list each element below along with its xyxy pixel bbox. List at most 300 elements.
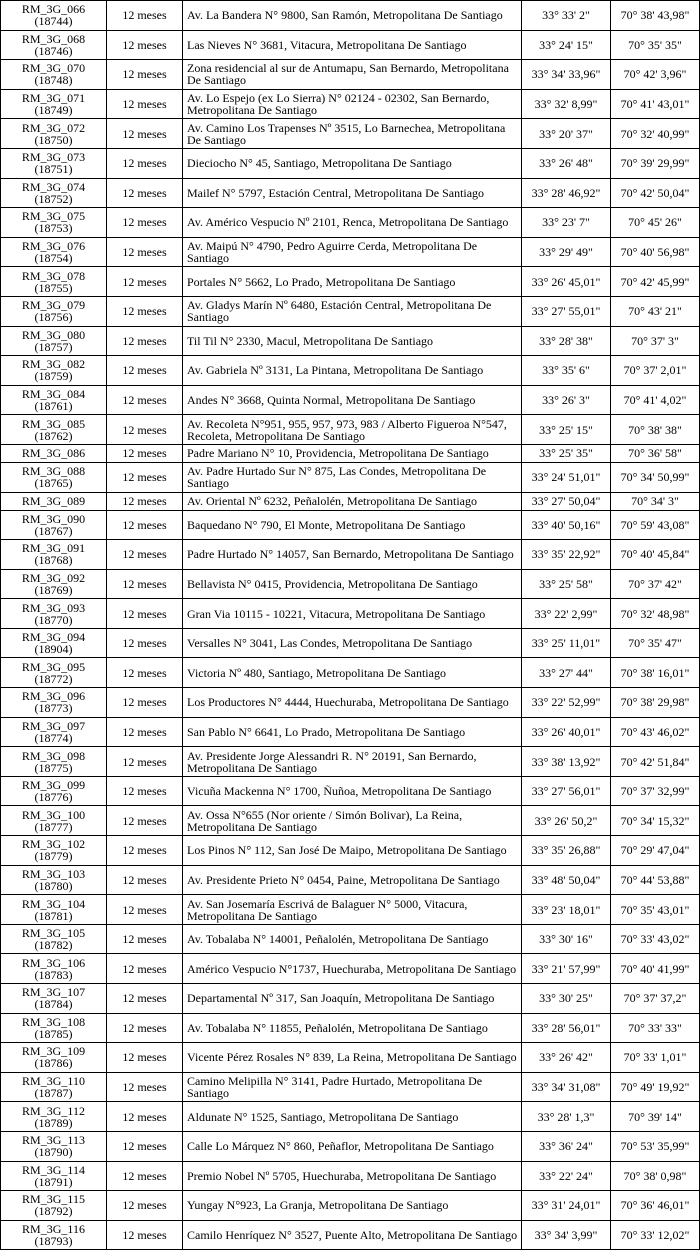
period-cell: 12 meses bbox=[107, 237, 183, 267]
latitude-cell: 33° 25' 11,01" bbox=[522, 628, 611, 658]
longitude-cell: 70° 42' 51,84" bbox=[611, 747, 700, 777]
table-row bbox=[1, 178, 700, 208]
period-cell: 12 meses bbox=[107, 954, 183, 984]
site-code: (18770) bbox=[34, 612, 73, 627]
longitude-cell: 70° 42' 45,99" bbox=[611, 267, 700, 297]
longitude-cell: 70° 33' 33" bbox=[611, 1013, 700, 1043]
latitude-cell: 33° 25' 58" bbox=[522, 569, 611, 599]
table-row bbox=[1, 865, 700, 895]
address-cell: Til Til N° 2330, Macul, Metropolitana De Santiago bbox=[183, 326, 522, 356]
table-row bbox=[1, 954, 700, 984]
site-code: (18765) bbox=[34, 476, 73, 491]
site-id-cell bbox=[1, 60, 107, 90]
site-code: (18746) bbox=[34, 43, 73, 58]
site-id-cell bbox=[1, 415, 107, 445]
latitude-cell: 33° 26' 48" bbox=[522, 148, 611, 178]
period-cell: 12 meses bbox=[107, 1072, 183, 1102]
site-code: (18749) bbox=[34, 103, 73, 118]
address-cell: Padre Mariano N° 10, Providencia, Metropolitana De Santiago bbox=[183, 444, 522, 462]
address-cell: Dieciocho N° 45, Santiago, Metropolitana De Santiago bbox=[183, 148, 522, 178]
site-code: (18782) bbox=[34, 938, 73, 953]
site-id-cell bbox=[1, 326, 107, 356]
period-cell: 12 meses bbox=[107, 717, 183, 747]
site-id: RM_3G_115 bbox=[22, 1192, 85, 1207]
site-id: RM_3G_089 bbox=[21, 494, 86, 508]
table-row bbox=[1, 569, 700, 599]
address-cell: Victoria Nº 480, Santiago, Metropolitana De Santiago bbox=[183, 658, 522, 688]
site-code: (18790) bbox=[34, 1145, 73, 1160]
address-cell: Gran Via 10115 - 10221, Vitacura, Metropolitana De Santiago bbox=[183, 599, 522, 629]
site-id-cell bbox=[1, 984, 107, 1014]
latitude-cell: 33° 30' 25" bbox=[522, 984, 611, 1014]
latitude-cell: 33° 26' 42" bbox=[522, 1043, 611, 1073]
site-id: RM_3G_104 bbox=[21, 896, 86, 911]
period-cell: 12 meses bbox=[107, 1, 183, 31]
site-id-cell bbox=[1, 178, 107, 208]
longitude-cell: 70° 36' 46,01" bbox=[611, 1191, 700, 1221]
site-code: (18748) bbox=[34, 73, 73, 88]
address-cell: Av. Oriental Nº 6232, Peñalolén, Metropolitana De Santiago bbox=[183, 492, 522, 510]
site-id: RM_3G_102 bbox=[21, 837, 86, 852]
address-cell: Padre Hurtado N° 14057, San Bernardo, Metropolitana De Santiago bbox=[183, 540, 522, 570]
site-id: RM_3G_095 bbox=[21, 659, 86, 674]
longitude-cell: 70° 37' 42" bbox=[611, 569, 700, 599]
site-code: (18761) bbox=[34, 399, 73, 414]
period-cell: 12 meses bbox=[107, 599, 183, 629]
site-id-cell bbox=[1, 267, 107, 297]
address-cell: San Pablo N° 6641, Lo Prado, Metropolitana De Santiago bbox=[183, 717, 522, 747]
period-cell: 12 meses bbox=[107, 1220, 183, 1250]
table-row bbox=[1, 717, 700, 747]
site-id-cell bbox=[1, 776, 107, 806]
longitude-cell: 70° 35' 35" bbox=[611, 30, 700, 60]
period-cell: 12 meses bbox=[107, 1131, 183, 1161]
site-id: RM_3G_085 bbox=[21, 416, 86, 431]
site-id: RM_3G_094 bbox=[21, 630, 86, 645]
address-cell: Av. La Bandera N° 9800, San Ramón, Metropolitana De Santiago bbox=[183, 1, 522, 31]
latitude-cell: 33° 38' 13,92" bbox=[522, 747, 611, 777]
site-id: RM_3G_113 bbox=[22, 1133, 85, 1148]
site-code: (18759) bbox=[34, 369, 73, 384]
table-row bbox=[1, 628, 700, 658]
table-row bbox=[1, 89, 700, 119]
address-cell: Andes N° 3668, Quinta Normal, Metropolitana De Santiago bbox=[183, 385, 522, 415]
site-id-cell bbox=[1, 237, 107, 267]
table-row bbox=[1, 356, 700, 386]
site-id: RM_3G_068 bbox=[21, 31, 86, 46]
table-row bbox=[1, 747, 700, 777]
table-row bbox=[1, 462, 700, 492]
longitude-cell: 70° 36' 58" bbox=[611, 444, 700, 462]
latitude-cell: 33° 34' 31,08" bbox=[522, 1072, 611, 1102]
site-id-cell bbox=[1, 296, 107, 326]
latitude-cell: 33° 28' 46,92" bbox=[522, 178, 611, 208]
period-cell: 12 meses bbox=[107, 148, 183, 178]
address-cell: Av. Lo Espejo (ex Lo Sierra) N° 02124 - 02302, San Bernardo, Metropolitana De Santiago bbox=[183, 89, 522, 119]
site-id-cell bbox=[1, 865, 107, 895]
table-row bbox=[1, 385, 700, 415]
site-code: (18785) bbox=[34, 1026, 73, 1041]
address-cell: Calle Lo Márquez N° 860, Peñaflor, Metropolitana De Santiago bbox=[183, 1131, 522, 1161]
latitude-cell: 33° 48' 50,04" bbox=[522, 865, 611, 895]
site-id-cell bbox=[1, 717, 107, 747]
latitude-cell: 33° 22' 24" bbox=[522, 1161, 611, 1191]
address-cell: Bellavista N° 0415, Providencia, Metropolitana De Santiago bbox=[183, 569, 522, 599]
address-cell: Camilo Henríquez N° 3527, Puente Alto, Metropolitana De Santiago bbox=[183, 1220, 522, 1250]
latitude-cell: 33° 22' 2,99" bbox=[522, 599, 611, 629]
longitude-cell: 70° 38' 38" bbox=[611, 415, 700, 445]
table-row bbox=[1, 688, 700, 718]
period-cell: 12 meses bbox=[107, 178, 183, 208]
period-cell: 12 meses bbox=[107, 1161, 183, 1191]
site-id-cell bbox=[1, 1220, 107, 1250]
address-cell: Versalles N° 3041, Las Condes, Metropolitana De Santiago bbox=[183, 628, 522, 658]
site-id: RM_3G_108 bbox=[21, 1014, 86, 1029]
site-id-cell bbox=[1, 510, 107, 540]
longitude-cell: 70° 29' 47,04" bbox=[611, 836, 700, 866]
longitude-cell: 70° 42' 50,04" bbox=[611, 178, 700, 208]
latitude-cell: 33° 23' 7" bbox=[522, 208, 611, 238]
site-id-cell bbox=[1, 119, 107, 149]
site-code: (18789) bbox=[34, 1115, 73, 1130]
site-id-cell bbox=[1, 628, 107, 658]
address-cell: Vicuña Mackenna N° 1700, Ñuñoa, Metropolitana De Santiago bbox=[183, 776, 522, 806]
site-code: (18783) bbox=[34, 967, 73, 982]
period-cell: 12 meses bbox=[107, 984, 183, 1014]
table-row bbox=[1, 208, 700, 238]
longitude-cell: 70° 44' 53,88" bbox=[611, 865, 700, 895]
table-row bbox=[1, 119, 700, 149]
period-cell: 12 meses bbox=[107, 836, 183, 866]
site-code: (18752) bbox=[34, 191, 73, 206]
site-id: RM_3G_076 bbox=[21, 239, 86, 254]
longitude-cell: 70° 40' 45,84" bbox=[611, 540, 700, 570]
sites-table-body bbox=[1, 1, 700, 1250]
site-id-cell bbox=[1, 1, 107, 31]
site-id: RM_3G_091 bbox=[21, 541, 86, 556]
site-code: (18779) bbox=[34, 849, 73, 864]
latitude-cell: 33° 26' 45,01" bbox=[522, 267, 611, 297]
longitude-cell: 70° 42' 3,96" bbox=[611, 60, 700, 90]
site-id-cell bbox=[1, 688, 107, 718]
period-cell: 12 meses bbox=[107, 540, 183, 570]
longitude-cell: 70° 35' 47" bbox=[611, 628, 700, 658]
period-cell: 12 meses bbox=[107, 924, 183, 954]
longitude-cell: 70° 33' 1,01" bbox=[611, 1043, 700, 1073]
site-id: RM_3G_107 bbox=[21, 985, 86, 1000]
site-id-cell bbox=[1, 836, 107, 866]
table-row bbox=[1, 492, 700, 510]
site-code: (18787) bbox=[34, 1086, 73, 1101]
address-cell: Los Productores N° 4444, Huechuraba, Metropolitana De Santiago bbox=[183, 688, 522, 718]
site-id: RM_3G_082 bbox=[21, 357, 86, 372]
address-cell: Av. Américo Vespucio Nº 2101, Renca, Metropolitana De Santiago bbox=[183, 208, 522, 238]
address-cell: Av. Ossa N°655 (Nor oriente / Simón Bolivar), La Reina, Metropolitana De Santiago bbox=[183, 806, 522, 836]
period-cell: 12 meses bbox=[107, 628, 183, 658]
latitude-cell: 33° 27' 50,04" bbox=[522, 492, 611, 510]
site-id: RM_3G_075 bbox=[21, 209, 86, 224]
site-id: RM_3G_070 bbox=[21, 61, 86, 76]
site-id: RM_3G_090 bbox=[21, 511, 86, 526]
site-code: (18756) bbox=[34, 310, 73, 325]
site-id-cell bbox=[1, 895, 107, 925]
table-row bbox=[1, 1013, 700, 1043]
latitude-cell: 33° 26' 50,2" bbox=[522, 806, 611, 836]
table-row bbox=[1, 540, 700, 570]
address-cell: Las Nieves N° 3681, Vitacura, Metropolitana De Santiago bbox=[183, 30, 522, 60]
site-id-cell bbox=[1, 1161, 107, 1191]
period-cell: 12 meses bbox=[107, 267, 183, 297]
latitude-cell: 33° 28' 38" bbox=[522, 326, 611, 356]
table-row bbox=[1, 895, 700, 925]
table-row bbox=[1, 1131, 700, 1161]
period-cell: 12 meses bbox=[107, 1191, 183, 1221]
site-code: (18774) bbox=[34, 730, 73, 745]
latitude-cell: 33° 20' 37" bbox=[522, 119, 611, 149]
latitude-cell: 33° 26' 40,01" bbox=[522, 717, 611, 747]
longitude-cell: 70° 38' 29,98" bbox=[611, 688, 700, 718]
latitude-cell: 33° 33' 2" bbox=[522, 1, 611, 31]
longitude-cell: 70° 53' 35,99" bbox=[611, 1131, 700, 1161]
site-id: RM_3G_092 bbox=[21, 570, 86, 585]
longitude-cell: 70° 37' 3" bbox=[611, 326, 700, 356]
address-cell: Av. Presidente Prieto N° 0454, Paine, Metropolitana De Santiago bbox=[183, 865, 522, 895]
site-id-cell bbox=[1, 385, 107, 415]
longitude-cell: 70° 59' 43,08" bbox=[611, 510, 700, 540]
table-row bbox=[1, 924, 700, 954]
site-id: RM_3G_084 bbox=[21, 387, 86, 402]
period-cell: 12 meses bbox=[107, 296, 183, 326]
table-row bbox=[1, 1220, 700, 1250]
period-cell: 12 meses bbox=[107, 1102, 183, 1132]
latitude-cell: 33° 32' 8,99" bbox=[522, 89, 611, 119]
site-id-cell bbox=[1, 1191, 107, 1221]
period-cell: 12 meses bbox=[107, 492, 183, 510]
site-code: (18755) bbox=[34, 280, 73, 295]
latitude-cell: 33° 27' 44" bbox=[522, 658, 611, 688]
site-code: (18781) bbox=[34, 908, 73, 923]
longitude-cell: 70° 34' 15,32" bbox=[611, 806, 700, 836]
site-id: RM_3G_112 bbox=[22, 1103, 85, 1118]
site-id-cell bbox=[1, 924, 107, 954]
address-cell: Baquedano N° 790, El Monte, Metropolitana De Santiago bbox=[183, 510, 522, 540]
site-id: RM_3G_105 bbox=[21, 926, 86, 941]
site-code: (18786) bbox=[34, 1056, 73, 1071]
latitude-cell: 33° 29' 49" bbox=[522, 237, 611, 267]
latitude-cell: 33° 23' 18,01" bbox=[522, 895, 611, 925]
period-cell: 12 meses bbox=[107, 1013, 183, 1043]
table-row bbox=[1, 30, 700, 60]
latitude-cell: 33° 26' 3" bbox=[522, 385, 611, 415]
period-cell: 12 meses bbox=[107, 688, 183, 718]
longitude-cell: 70° 38' 43,98" bbox=[611, 1, 700, 31]
address-cell: Av. Tobalaba N° 11855, Peñalolén, Metropolitana De Santiago bbox=[183, 1013, 522, 1043]
site-code: (18753) bbox=[34, 221, 73, 236]
longitude-cell: 70° 34' 50,99" bbox=[611, 462, 700, 492]
address-cell: Zona residencial al sur de Antumapu, San Bernardo, Metropolitana De Santiago bbox=[183, 60, 522, 90]
site-id: RM_3G_099 bbox=[21, 778, 86, 793]
table-row bbox=[1, 296, 700, 326]
address-cell: Departamental Nº 317, San Joaquín, Metropolitana De Santiago bbox=[183, 984, 522, 1014]
latitude-cell: 33° 35' 6" bbox=[522, 356, 611, 386]
site-code: (18775) bbox=[34, 760, 73, 775]
table-row bbox=[1, 1043, 700, 1073]
site-id: RM_3G_080 bbox=[21, 327, 86, 342]
address-cell: Mailef N° 5797, Estación Central, Metropolitana De Santiago bbox=[183, 178, 522, 208]
site-code: (18768) bbox=[34, 553, 73, 568]
latitude-cell: 33° 28' 56,01" bbox=[522, 1013, 611, 1043]
table-row bbox=[1, 1102, 700, 1132]
address-cell: Av. Recoleta N°951, 955, 957, 973, 983 / Alberto Figueroa N°547, Recoleta, Metropolitana De Santiago bbox=[183, 415, 522, 445]
site-code: (18777) bbox=[34, 819, 73, 834]
address-cell: Av. San Josemaría Escrivá de Balaguer N° 5000, Vitacura, Metropolitana De Santiago bbox=[183, 895, 522, 925]
site-id: RM_3G_071 bbox=[21, 91, 86, 106]
period-cell: 12 meses bbox=[107, 208, 183, 238]
address-cell: Av. Gladys Marín Nº 6480, Estación Central, Metropolitana De Santiago bbox=[183, 296, 522, 326]
longitude-cell: 70° 41' 43,01" bbox=[611, 89, 700, 119]
longitude-cell: 70° 39' 29,99" bbox=[611, 148, 700, 178]
period-cell: 12 meses bbox=[107, 865, 183, 895]
site-code: (18792) bbox=[34, 1204, 73, 1219]
latitude-cell: 33° 34' 33,96" bbox=[522, 60, 611, 90]
site-id-cell bbox=[1, 540, 107, 570]
longitude-cell: 70° 40' 56,98" bbox=[611, 237, 700, 267]
period-cell: 12 meses bbox=[107, 89, 183, 119]
longitude-cell: 70° 37' 37,2" bbox=[611, 984, 700, 1014]
site-code: (18784) bbox=[34, 997, 73, 1012]
longitude-cell: 70° 33' 12,02" bbox=[611, 1220, 700, 1250]
table-row bbox=[1, 1072, 700, 1102]
table-row bbox=[1, 984, 700, 1014]
period-cell: 12 meses bbox=[107, 30, 183, 60]
longitude-cell: 70° 45' 26" bbox=[611, 208, 700, 238]
longitude-cell: 70° 32' 48,98" bbox=[611, 599, 700, 629]
site-code: (18793) bbox=[34, 1234, 73, 1249]
site-code: (18773) bbox=[34, 701, 73, 716]
period-cell: 12 meses bbox=[107, 776, 183, 806]
latitude-cell: 33° 35' 26,88" bbox=[522, 836, 611, 866]
site-code: (18780) bbox=[34, 878, 73, 893]
site-id-cell bbox=[1, 30, 107, 60]
longitude-cell: 70° 38' 16,01" bbox=[611, 658, 700, 688]
longitude-cell: 70° 35' 43,01" bbox=[611, 895, 700, 925]
table-row bbox=[1, 148, 700, 178]
table-row bbox=[1, 326, 700, 356]
site-code: (18754) bbox=[34, 251, 73, 266]
table-row bbox=[1, 60, 700, 90]
latitude-cell: 33° 25' 35" bbox=[522, 444, 611, 462]
site-id: RM_3G_066 bbox=[21, 2, 86, 17]
table-row bbox=[1, 806, 700, 836]
site-id-cell bbox=[1, 1102, 107, 1132]
latitude-cell: 33° 24' 15" bbox=[522, 30, 611, 60]
period-cell: 12 meses bbox=[107, 658, 183, 688]
site-code: (18769) bbox=[34, 582, 73, 597]
site-id: RM_3G_073 bbox=[21, 150, 86, 165]
site-id-cell bbox=[1, 444, 107, 462]
site-id-cell bbox=[1, 1131, 107, 1161]
address-cell: Aldunate N° 1525, Santiago, Metropolitana De Santiago bbox=[183, 1102, 522, 1132]
site-id-cell bbox=[1, 569, 107, 599]
address-cell: Portales N° 5662, Lo Prado, Metropolitana De Santiago bbox=[183, 267, 522, 297]
site-id-cell bbox=[1, 1013, 107, 1043]
site-id-cell bbox=[1, 806, 107, 836]
site-id-cell bbox=[1, 747, 107, 777]
period-cell: 12 meses bbox=[107, 510, 183, 540]
address-cell: Premio Nobel Nº 5705, Huechuraba, Metropolitana De Santiago bbox=[183, 1161, 522, 1191]
latitude-cell: 33° 27' 55,01" bbox=[522, 296, 611, 326]
table-row bbox=[1, 237, 700, 267]
address-cell: Yungay N°923, La Granja, Metropolitana De Santiago bbox=[183, 1191, 522, 1221]
period-cell: 12 meses bbox=[107, 444, 183, 462]
table-row bbox=[1, 658, 700, 688]
period-cell: 12 meses bbox=[107, 415, 183, 445]
period-cell: 12 meses bbox=[107, 806, 183, 836]
latitude-cell: 33° 40' 50,16" bbox=[522, 510, 611, 540]
site-code: (18772) bbox=[34, 671, 73, 686]
latitude-cell: 33° 22' 52,99" bbox=[522, 688, 611, 718]
site-id: RM_3G_106 bbox=[21, 955, 86, 970]
site-id-cell bbox=[1, 1043, 107, 1073]
site-id-cell bbox=[1, 462, 107, 492]
address-cell: Av. Presidente Jorge Alessandri R. N° 20191, San Bernardo, Metropolitana De Santiago bbox=[183, 747, 522, 777]
table-row bbox=[1, 444, 700, 462]
latitude-cell: 33° 30' 16" bbox=[522, 924, 611, 954]
period-cell: 12 meses bbox=[107, 569, 183, 599]
longitude-cell: 70° 43' 46,02" bbox=[611, 717, 700, 747]
table-row bbox=[1, 415, 700, 445]
period-cell: 12 meses bbox=[107, 119, 183, 149]
site-id: RM_3G_078 bbox=[21, 268, 86, 283]
site-id: RM_3G_116 bbox=[22, 1222, 85, 1237]
site-code: (18751) bbox=[34, 162, 73, 177]
table-row bbox=[1, 510, 700, 540]
site-id-cell bbox=[1, 1072, 107, 1102]
period-cell: 12 meses bbox=[107, 356, 183, 386]
period-cell: 12 meses bbox=[107, 385, 183, 415]
longitude-cell: 70° 38' 0,98" bbox=[611, 1161, 700, 1191]
site-id: RM_3G_093 bbox=[21, 600, 86, 615]
longitude-cell: 70° 41' 4,02" bbox=[611, 385, 700, 415]
address-cell: Av. Camino Los Trapenses Nº 3515, Lo Barnechea, Metropolitana De Santiago bbox=[183, 119, 522, 149]
address-cell: Av. Padre Hurtado Sur N° 875, Las Condes, Metropolitana De Santiago bbox=[183, 462, 522, 492]
site-code: (18757) bbox=[34, 339, 73, 354]
site-id: RM_3G_109 bbox=[21, 1044, 86, 1059]
longitude-cell: 70° 43' 21" bbox=[611, 296, 700, 326]
table-row bbox=[1, 836, 700, 866]
longitude-cell: 70° 40' 41,99" bbox=[611, 954, 700, 984]
site-id: RM_3G_103 bbox=[21, 866, 86, 881]
site-code: (18767) bbox=[34, 523, 73, 538]
site-id-cell bbox=[1, 89, 107, 119]
site-code: (18744) bbox=[34, 14, 73, 29]
address-cell: Camino Melipilla N° 3141, Padre Hurtado, Metropolitana De Santiago bbox=[183, 1072, 522, 1102]
table-row bbox=[1, 599, 700, 629]
latitude-cell: 33° 35' 22,92" bbox=[522, 540, 611, 570]
site-id: RM_3G_074 bbox=[21, 179, 86, 194]
site-id-cell bbox=[1, 492, 107, 510]
latitude-cell: 33° 31' 24,01" bbox=[522, 1191, 611, 1221]
period-cell: 12 meses bbox=[107, 747, 183, 777]
site-id: RM_3G_088 bbox=[21, 464, 86, 479]
latitude-cell: 33° 28' 1,3" bbox=[522, 1102, 611, 1132]
site-id-cell bbox=[1, 208, 107, 238]
address-cell: Av. Maipú N° 4790, Pedro Aguirre Cerda, Metropolitana De Santiago bbox=[183, 237, 522, 267]
period-cell: 12 meses bbox=[107, 326, 183, 356]
site-code: (18904) bbox=[34, 642, 73, 657]
site-id: RM_3G_110 bbox=[22, 1074, 85, 1089]
longitude-cell: 70° 37' 2,01" bbox=[611, 356, 700, 386]
